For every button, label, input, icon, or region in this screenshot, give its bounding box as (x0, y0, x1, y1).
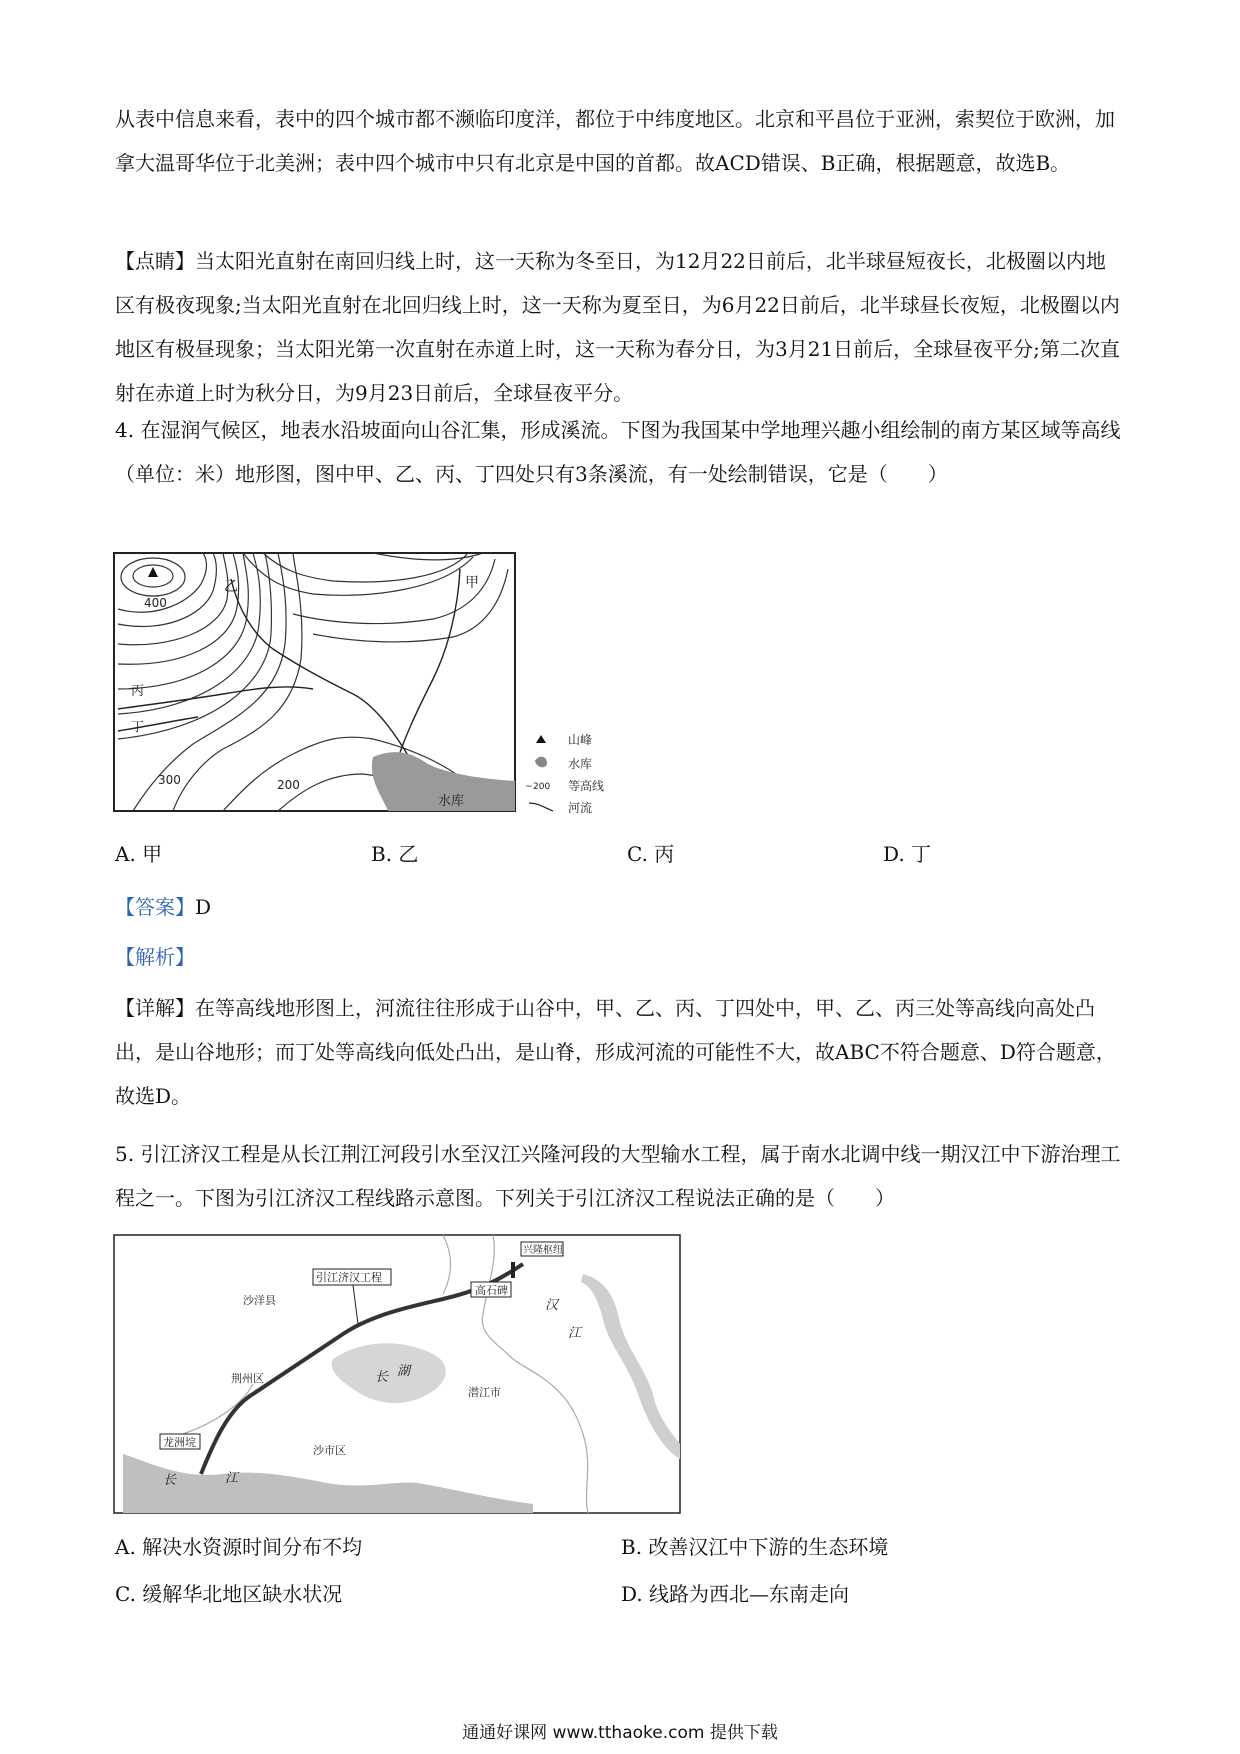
legend-peak: 山峰 (568, 733, 593, 747)
q5-option-c[interactable]: C. 缓解华北地区缺水状况 (115, 1582, 343, 1606)
legend-reservoir: 水库 (568, 757, 593, 771)
analysis-tag: 【解析】 (115, 945, 195, 969)
label-ding: 丁 (131, 720, 145, 735)
route-map-figure (113, 1234, 683, 1516)
label-project: 引江济汉工程 (316, 1271, 382, 1284)
q5-option-b[interactable]: B. 改善汉江中下游的生态环境 (621, 1535, 889, 1559)
label-chang-lake: 长 (375, 1370, 389, 1385)
label-hu-lake: 湖 (397, 1364, 411, 1379)
reservoir-icon (535, 757, 547, 768)
contour-icon: ~ (525, 782, 533, 792)
question-4-stem: 4. 在湿润气候区，地表水沿坡面向山谷汇集，形成溪流。下图为我国某中学地理兴趣小组绘制的南方某区域等高线（单位：米）地形图，图中甲、乙、丙、丁四处只有3条溪流，有一处绘制错误，它是（ ） (115, 418, 1121, 486)
label-jia: 甲 (465, 575, 479, 591)
label-yi: 乙 (224, 579, 238, 595)
peak-icon (536, 735, 546, 743)
page-footer: 通通好课网 www.tthaoke.com 提供下载 (462, 1723, 778, 1743)
q4-option-d[interactable]: D. 丁 (883, 842, 932, 866)
detail-text: 在等高线地形图上，河流往往形成于山谷中，甲、乙、丙、丁四处中，甲、乙、丙三处等高线向高处凸出，是山谷地形；而丁处等高线向低处凸出，是山脊，形成河流的可能性不大，故ABC不符合题意、D符合题意，故选D。 (115, 996, 1116, 1108)
label-changjiang-jiang: 江 (225, 1471, 239, 1486)
tip-tag: 【点睛】 (115, 249, 195, 273)
legend-contour: 等高线 (568, 779, 605, 793)
legend-contour-sample: 200 (533, 782, 551, 792)
previous-analysis: 从表中信息来看，表中的四个城市都不濒临印度洋，都位于中纬度地区。北京和平昌位于亚洲，索契位于欧洲，加拿大温哥华位于北美洲；表中四个城市中只有北京是中国的首都。故ACD错误、B正确，根据题意，故选B。 (115, 107, 1115, 175)
label-xinglong: 兴隆枢纽 (523, 1245, 563, 1256)
q5-option-a[interactable]: A. 解决水资源时间分布不均 (115, 1535, 363, 1559)
reservoir-label: 水库 (438, 794, 465, 809)
q4-option-b[interactable]: B. 乙 (371, 842, 419, 866)
tip-text: 当太阳光直射在南回归线上时，这一天称为冬至日，为12月22日前后，北半球昼短夜长，北极圈以内地区有极夜现象;当太阳光直射在北回归线上时，这一天称为夏至日，为6月22日前后，北半球昼长夜短，北极圈以内地区有极昼现象；当太阳光第一次直射在赤道上时，这一天称为春分日，为3月21日前后，全球昼夜平分;第二次直射在赤道上时为秋分日，为9月23日前后，全球昼夜平分。 (115, 249, 1120, 405)
label-shashi: 沙市区 (313, 1444, 346, 1457)
answer-value: D (195, 895, 212, 919)
label-shayang: 沙洋县 (243, 1294, 276, 1307)
label-longzhou: 龙洲垸 (163, 1436, 196, 1449)
q5-option-d[interactable]: D. 线路为西北—东南走向 (621, 1582, 850, 1606)
contour-label-200: 200 (277, 778, 300, 792)
contour-label-300: 300 (158, 773, 181, 787)
xinglong-hub-icon (511, 1262, 515, 1278)
q4-option-c[interactable]: C. 丙 (627, 842, 675, 866)
q4-option-a[interactable]: A. 甲 (115, 842, 163, 866)
river-icon (529, 803, 553, 811)
label-jingzhou: 荆州区 (231, 1372, 264, 1385)
label-hanjiang-jiang: 江 (568, 1326, 582, 1341)
label-bing: 丙 (131, 684, 145, 699)
detail-paragraph (115, 986, 1125, 1118)
answer-tag: 【答案】 (115, 895, 195, 919)
contour-label-400: 400 (144, 596, 167, 610)
detail-tag: 【详解】 (115, 996, 195, 1020)
question-5-stem: 5. 引江济汉工程是从长江荆江河段引水至汉江兴隆河段的大型输水工程，属于南水北调中线一期汉江中下游治理工程之一。下图为引江济汉工程线路示意图。下列关于引江济汉工程说法正确的是（ ） (115, 1142, 1121, 1210)
label-han: 汉 (545, 1298, 559, 1313)
contour-map-figure (113, 549, 618, 815)
tip-paragraph (115, 239, 1125, 415)
label-qianjiang: 潜江市 (468, 1386, 501, 1399)
label-chang: 长 (163, 1473, 177, 1488)
legend-river: 河流 (568, 801, 593, 815)
label-gaoshibei: 高石碑 (475, 1284, 508, 1297)
answer-line (115, 892, 211, 922)
